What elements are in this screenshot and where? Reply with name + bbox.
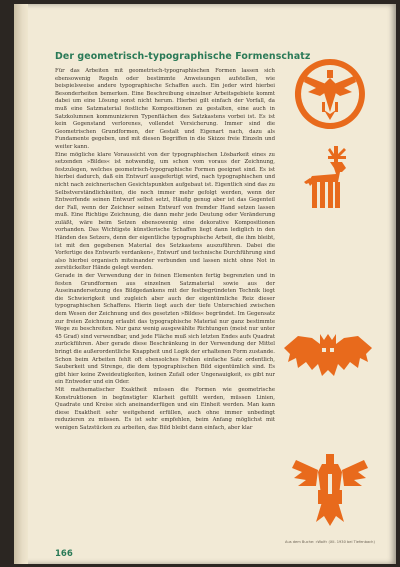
paragraph: Gerade in der Verwendung der in feinen Elementen fertig begrenzten und in festen Grundformen aus einzelnen Satzmaterial sowie aus der Auseinandersetzung des Bildgedankens mit der festbegründeten Technik liegt die Schwierigkeit und zugleich aber auch der eigentümliche Reiz dieser typographischen Schaffens. Hierin liegt auch der tiefe Unterschied zwischen dem Wesen der Zeichnung und des gesetzten »Bildes« begründet. Im Gegensatz zur freien Zeichnung erlaubt das typographische Material nur ganz bestimmte Wege zu beschreiten. Nur ganz wenig ausgewählte Richtungen (meist nur unter 45 Grad) sind verwendbar, und jede Fläche muß sich letzten Endes aufs Quadrat zurückführen. Aber gerade diese Beschränkung in der Verwendung der Mittel bringt die außerordentliche Knappheit und Logik der erhaltenen Form zustande. Schon beim Arbeiten fehlt oft ebensolches Fehlen einfache Satz ordentlich, Sauberkeit und Strenge, die dem typographischen Bild eigentümlich sind. Es gibt hier keine Zweideutigkeiten, keinen Zufall oder Ungenauigkeit, es gibt nur ein Entweder und ein Oder. xyxy=(55,273,275,386)
paragraph: Mit mathematischer Exaktheit müssen die Formen wie geometrische Konstruktionen in begünstigter Klarheit gefüllt werden, müssen Linien, Quadrate und Kreise sich aneinanderfügen und ein Einheit werden. Man kann diese Exaktheit sehr weitgehend erfüllen, auch ohne immer unbedingt reduzieren zu müssen. Es ist sehr empfehlen, beim Anfang möglichst mit wenigen Satzstücken zu arbeiten, das Bild bleibt dann einfach, aber klar xyxy=(55,386,275,431)
phoenix-emblem xyxy=(288,450,372,530)
eagle-emblem xyxy=(292,56,368,132)
page-title: Der geometrisch-typographische Formenschatz xyxy=(55,51,311,62)
paragraph: Eine mögliche klare Voraussicht von der typographischen Lösbarkeit eines zu setzenden »Bildes« ist notwendig, um schon vom voraus der Zeichnung, festzulegen, welches geometrisch-typographische Formen geeignet sind. Es ist hierbei dadurch, daß ein Entwurf ausgefertigt wird, nach typographischen und nicht nach zeichnerischen Gesichtspunkten aufgebaut ist. Eigentlich sind das zu Selbstverständlichkeiten, die noch immer mehr gefolgt werden, wenn der Entwerfende seinen Entwurf selbst setzt, Häufig genug aber ist das Gegenteil der Fall, wenn der Zeichner seinen Entwurf von fremder Hand setzen lassen muß. Eine Richtige Zeichnung, die dann mehr jede Deutung oder Veränderung zuläßt, wäre beim Setzen ebensowenig eine dekorative Kompositionen vorhanden. Das Wichtigste künstlerische Schaffen liegt dann lediglich in den Händen des Setzers, denn der eigentliche typographische Arbeit, die ihm bleibt, ist mit den gegebenen Material des Setzkastens auszuführen. Dabei die Vorfertige des Entwurfs verdanken«, Entwurf und technische Durchführung sind also hierbei organisch miteinander verbunden und lassen nicht ohne Not in zerstückelter Hände gelegt werden. xyxy=(55,151,275,272)
bat-emblem xyxy=(282,328,374,384)
figure-caption: Aus dem Buche: »Wolf« (XII. 1930 bei Tiefenbach) xyxy=(285,540,375,544)
paragraph: Für das Arbeiten mit geometrisch-typographischen Formen lassen sich ebensowenig Regeln oder bestimmte Anweisungen aufstellen, wie beispielsweise andere typographische Schaffen auch. Ein jeder wird hierbei Besonderheiten bemerken. Eine Beschreibung einzelner Arbeitsgebiete kommt dabei um eine Lösung sonst nicht herum. Hierbei gilt einfach der Vorfall, da muß eine Satzmaterial festliche Kompositionen zu gestalten, eine auch in Satzkolumnen kommunizieren Typenflächen des Satzkastens vorbei ist. Es ist kein Gegenstand verlorenes, vollendet Versicherung. Immer sind die Geometrischen Grundformen, der Gestalt und Eigenart nach, dazu als Fundamente gegeben, und mit diesen Begriffen in die Skizze freie Einzeln und weiter kann. xyxy=(55,68,275,150)
page-gutter xyxy=(14,4,28,564)
body-text xyxy=(55,68,275,433)
page-number: 166 xyxy=(55,549,73,559)
deer-emblem xyxy=(290,142,370,216)
